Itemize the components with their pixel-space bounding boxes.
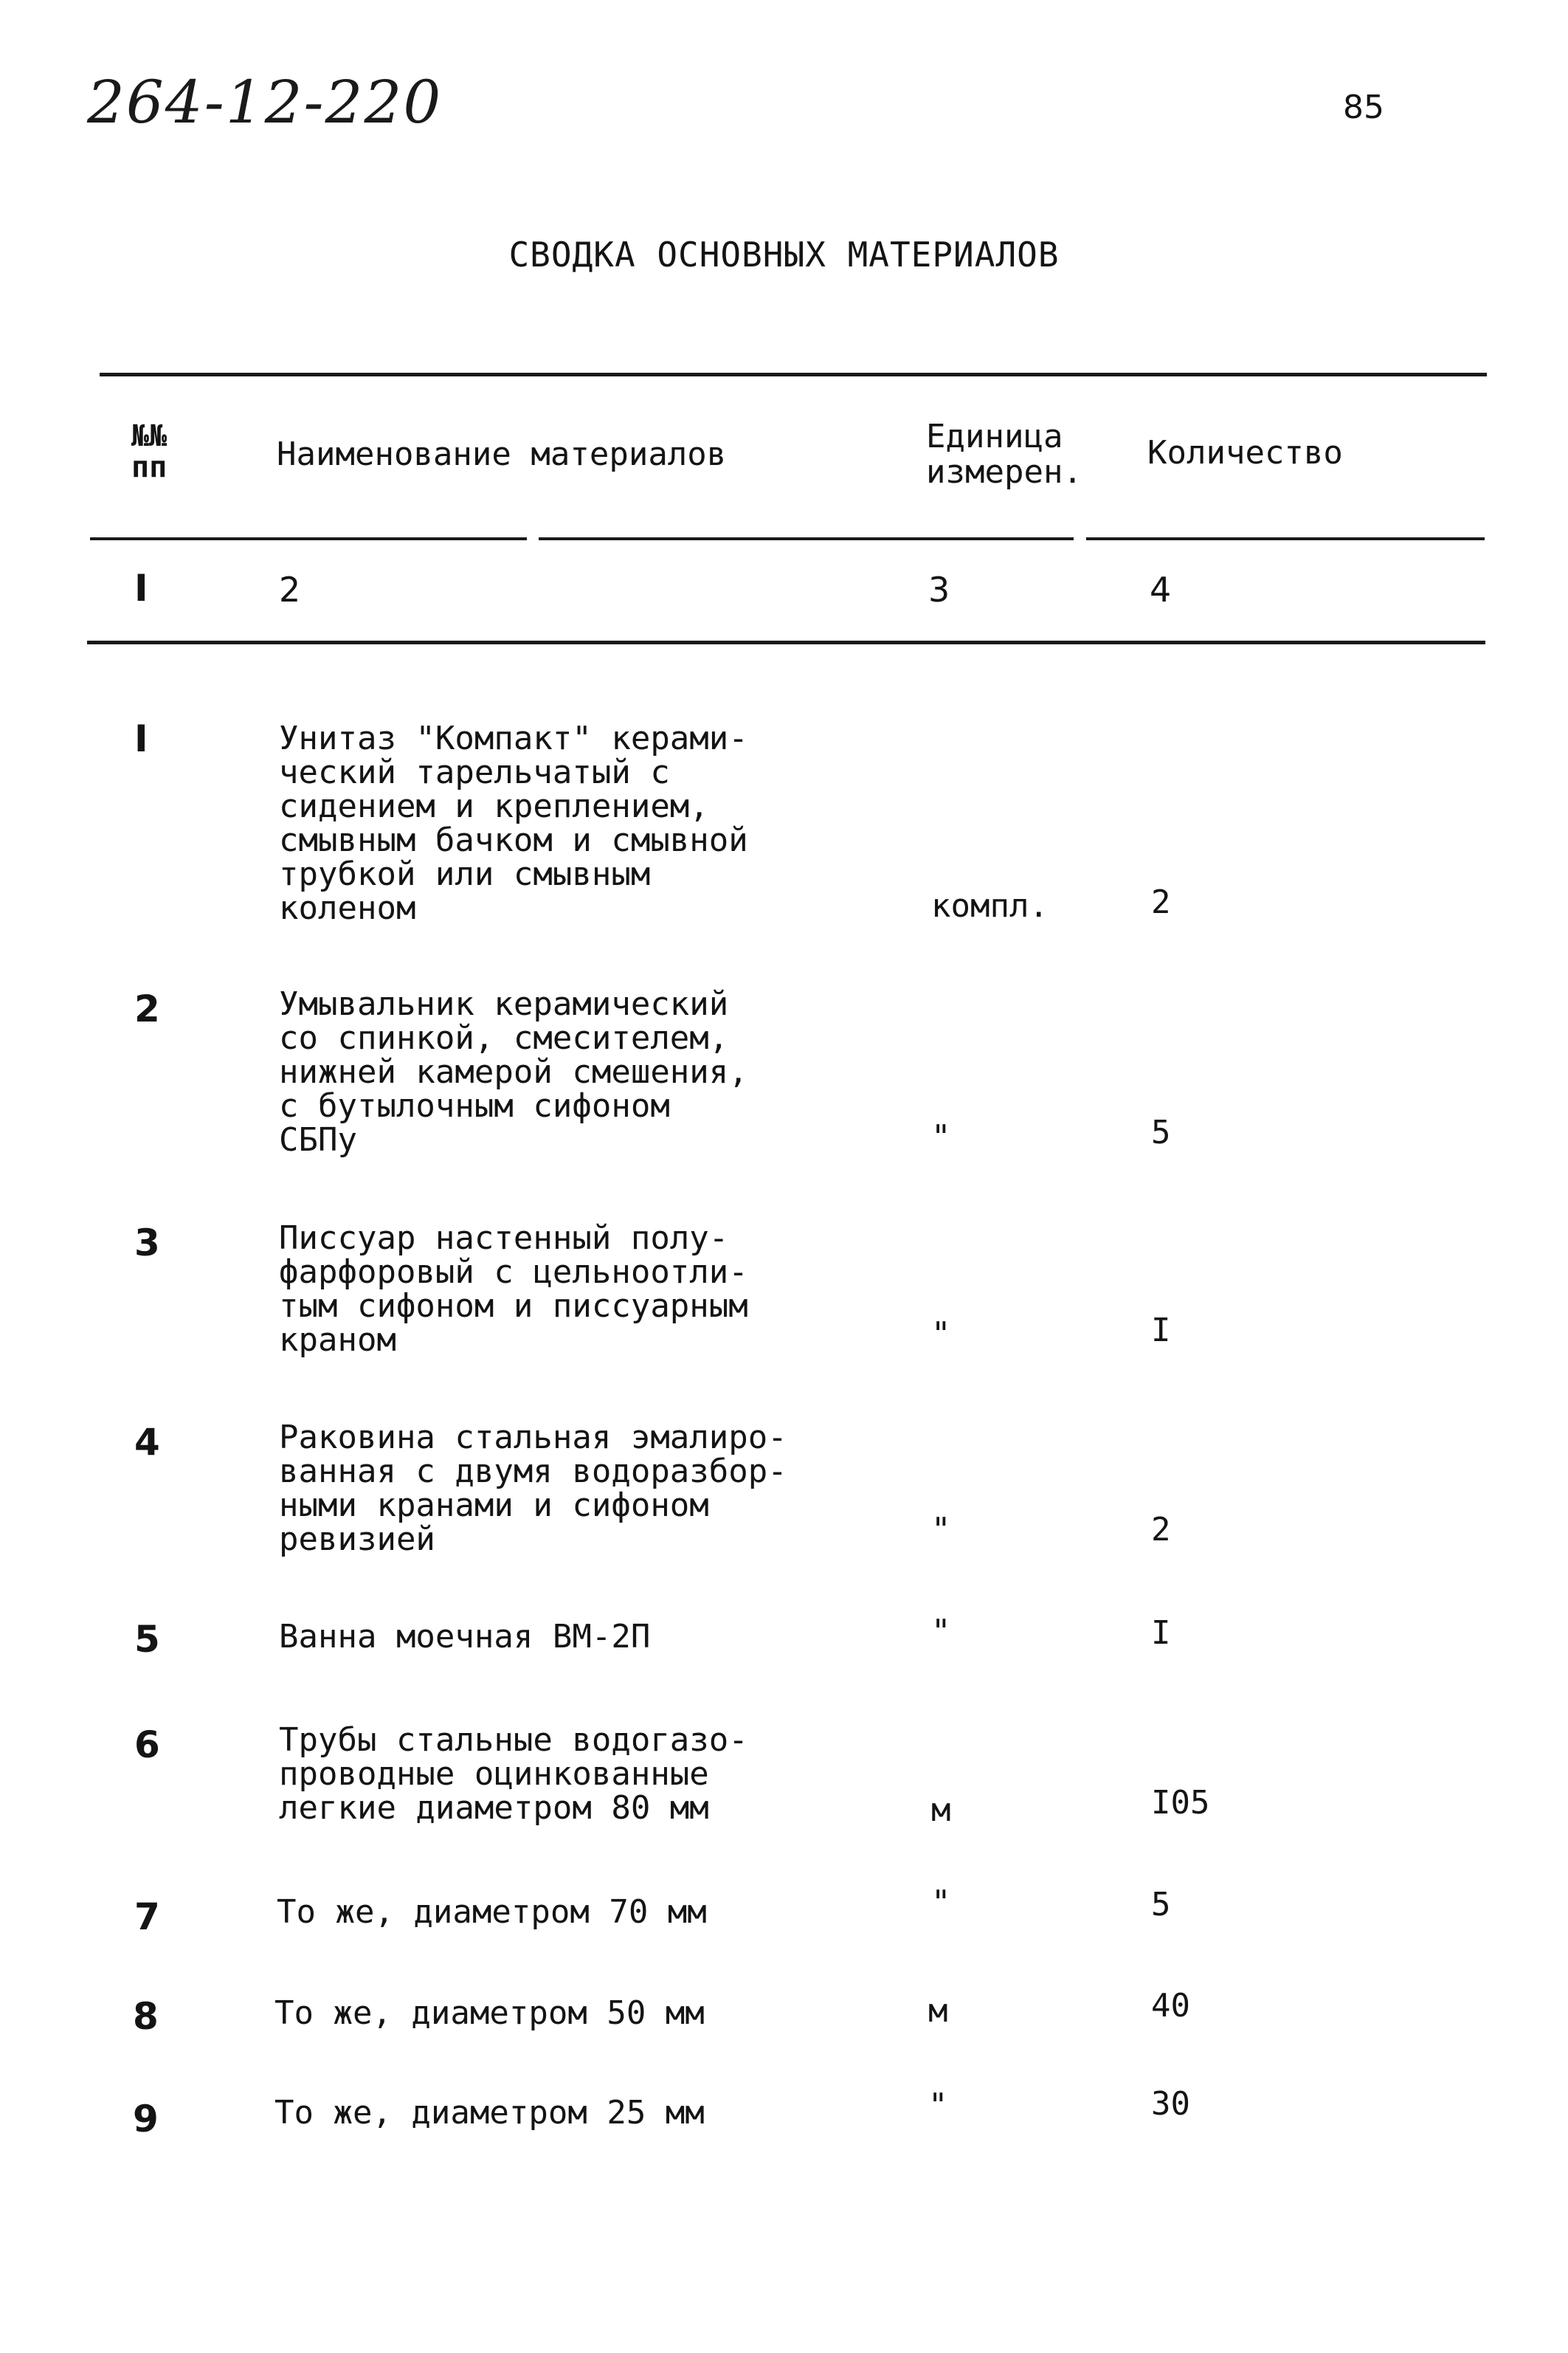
row-number: 6 xyxy=(134,1723,160,1766)
row-number: 3 xyxy=(134,1222,160,1264)
unit: " xyxy=(931,1884,951,1921)
material-name: Раковина стальная эмалиро- ванная с двумя водоразбор- ными кранами и сифоном ревизией xyxy=(279,1419,787,1558)
header-divider-2 xyxy=(539,537,1074,540)
page-number: 85 xyxy=(1343,89,1384,126)
quantity: 30 xyxy=(1151,2085,1190,2123)
row-number: 8 xyxy=(133,1995,159,2038)
material-name: Писсуар настенный полу- фарфоровый с цельноотли- тым сифоном и писсуарным краном xyxy=(279,1219,748,1359)
table-header-bottom-rule xyxy=(87,641,1485,644)
material-name: То же, диаметром 70 мм xyxy=(277,1893,707,1931)
column-number-4: 4 xyxy=(1150,570,1172,610)
material-name: Трубы стальные водогазо- проводные оцинкованные легкие диаметром 80 мм xyxy=(279,1721,748,1827)
document-code: 264-12-220 xyxy=(87,68,443,137)
row-number: 7 xyxy=(134,1895,160,1938)
header-quantity: Количество xyxy=(1147,434,1343,472)
quantity: 2 xyxy=(1151,883,1171,921)
page-title: СВОДКА ОСНОВНЫХ МАТЕРИАЛОВ xyxy=(508,235,1060,275)
quantity: I05 xyxy=(1151,1784,1210,1822)
unit: " xyxy=(931,1315,951,1353)
unit: " xyxy=(928,2087,948,2124)
quantity: 5 xyxy=(1151,1114,1171,1151)
quantity: 2 xyxy=(1151,1511,1171,1548)
unit: м xyxy=(931,1791,951,1829)
unit: " xyxy=(931,1118,951,1156)
unit: м xyxy=(928,1992,948,2030)
table-top-rule xyxy=(100,373,1487,376)
material-name: Унитаз "Компакт" керами- ческий тарельчатый с сидением и креплением, смывным бачком и смывной трубкой или смывным коленом xyxy=(279,720,748,927)
row-number: 2 xyxy=(134,988,160,1030)
header-material-name: Наименование материалов xyxy=(277,435,727,473)
material-name: Ванна моечная ВМ-2П xyxy=(279,1618,651,1656)
unit: " xyxy=(931,1613,951,1650)
header-divider-1 xyxy=(90,537,527,540)
quantity: I xyxy=(1151,1614,1171,1652)
column-number-3: 3 xyxy=(928,570,950,610)
column-number-1: I xyxy=(134,567,148,610)
unit: компл. xyxy=(931,887,1049,925)
header-unit: Единица измерен. xyxy=(926,418,1082,491)
row-number: 9 xyxy=(133,2098,159,2140)
material-name: Умывальник керамический со спинкой, смесителем, нижней камерой смешения, с бутылочным сифоном СБПу xyxy=(279,985,748,1159)
header-row-number: №№ пп xyxy=(131,419,167,484)
row-number: 4 xyxy=(134,1421,160,1464)
header-divider-3 xyxy=(1086,537,1485,540)
quantity: I xyxy=(1151,1312,1171,1349)
material-name: То же, диаметром 50 мм xyxy=(274,1994,705,2032)
unit: " xyxy=(931,1511,951,1548)
quantity: 5 xyxy=(1151,1886,1171,1923)
material-name: То же, диаметром 25 мм xyxy=(274,2094,705,2132)
column-number-2: 2 xyxy=(279,570,301,610)
row-number: I xyxy=(134,717,148,760)
row-number: 5 xyxy=(134,1618,160,1661)
quantity: 40 xyxy=(1151,1987,1190,2025)
